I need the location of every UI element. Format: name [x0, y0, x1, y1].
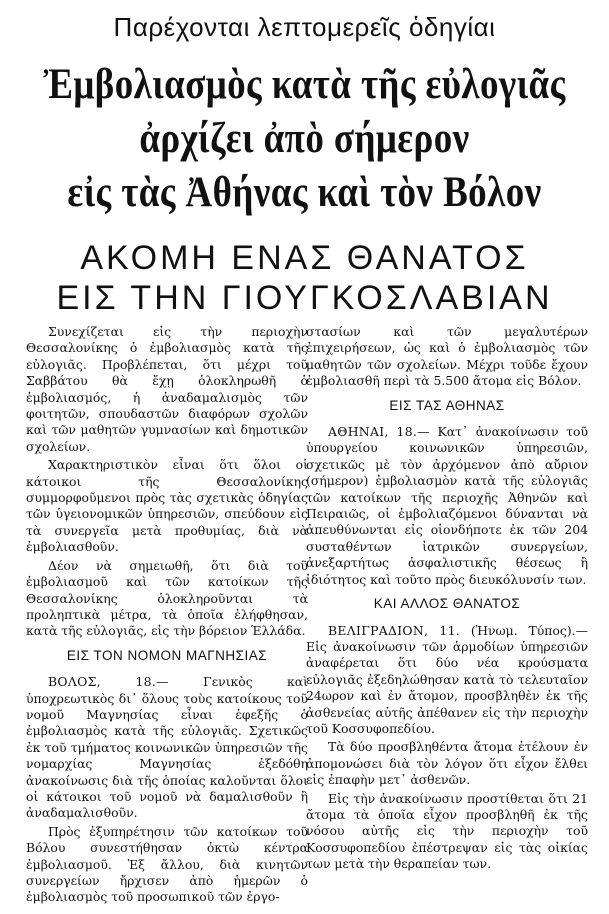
kicker: Παρέχονται λεπτομερεῖς ὁδηγίαι	[113, 12, 496, 42]
headline-line-2: ἀρχίζει ἀπὸ σήμερον	[139, 115, 470, 162]
headline-line-3: εἰς τὰς Ἀθήνας καὶ τὸν Βόλον	[67, 169, 542, 216]
left-paragraph-4-body: Γενικὸς καὶ ὑποχρεωτικὸς δι᾽ ὅλους τοὺς κατοίκους τοῦ νομοῦ Μαγνησίας εἶναι ἐφεξῆς ὁ ἐμβολιασμὸς κατὰ τῆς εὐλογιᾶς. Σχετικῶς ἐκ τοῦ τμήματος κοινωνικῶν ὑπηρεσιῶν τῆς νομαρχίας Μαγνησίας ἐξεδόθη ἀνακοίνωσις διὰ τῆς ὁποίας καλοῦνται ὅλοι οἱ κάτοικοι τοῦ νομοῦ νὰ δαμαλισθοῦν ἢ ἀναδαμαλισθοῦν.	[26, 674, 308, 821]
headline-line-1: Ἐμβολιασμὸς κατὰ τῆς εὐλογιᾶς	[43, 61, 566, 108]
right-paragraph-4: Τὰ δύο προσβληθέντα ἄτομα ἐτέλουν ἐν ἀπομονώσει διὰ τὸν λόγον ὅτι εἶχον ἔλθει εἰς ἐπαφὴν μετ᾽ ἀσθενῶν.	[306, 739, 588, 788]
left-paragraph-1: Συνεχίζεται εἰς τὴν περιοχὴν Θεσσαλονίκης ὁ ἐμβολιασμὸς κατὰ τῆς εὐλογιᾶς. Προβλέπεται, ὅτι μέχρι τοῦ Σαββάτου θὰ ἔχῃ ὁλοκληρωθῆ ὁ ἐμβολιασμός, ἡ ἀναδαμαλισμὸς τῶν φοιτητῶν, σπουδαστῶν διαφόρων σχολῶν καὶ τῶν μαθητῶν γυμνασίων καὶ δημοτικῶν σχολείων.	[26, 324, 308, 454]
right-column	[306, 324, 588, 875]
dateline-belgrade: ΒΕΛΙΓΡΑΔΙΟΝ, 11.	[328, 622, 460, 638]
left-paragraph-3: Δέον νὰ σημειωθῆ, ὅτι διὰ τοῦ ἐμβολιασμοῦ καὶ τῶν κατοίκων τῆς Θεσσαλονίκης ὁλοκληροῦνται τὰ προληπτικὰ μέτρα, τὰ ὁποῖα ἐλήφθησαν, κατὰ τῆς εὐλογιᾶς, εἰς τὴν βόρειον Ἑλλάδα.	[26, 557, 308, 639]
subhead-line-1: ΑΚΟΜΗ ΕΝΑΣ ΘΑΝΑΤΟΣ	[80, 239, 529, 277]
section-title-athens: ΕΙΣ ΤΑΣ ΑΘΗΝΑΣ	[389, 397, 505, 413]
right-paragraph-1: στασίων καὶ τῶν μεγαλυτέρων ἐπιχειρήσεων, ὡς καὶ ὁ ἐμβολιασμὸς τῶν μαθητῶν τῶν σχολείων. Μέχρι τοῦδε ἔχουν ἐμβολιασθῆ περὶ τὰ 5.500 ἄτομα εἰς Βόλον.	[306, 324, 588, 389]
right-paragraph-3-body: (Ἠνωμ. Τύπος).— Εἰς ἀνακοίνωσιν τῶν ἁρμοδίων ὑπηρεσιῶν ἀναφέρεται ὅτι δύο νέα κρούσματα εὐλογιᾶς ἐξεδηλώθησαν κατὰ τὸ τελευταῖον 24ωρον καὶ ἐν ἄτομον, προσβληθὲν ἐκ τῆς ἀσθενείας αὐτῆς ἀπέθανεν εἰς τὴν περιοχὴν τοῦ Κοσσυφοπεδίου.	[306, 622, 588, 736]
section-title-magnesia: ΕΙΣ ΤΟΝ ΝΟΜΟΝ ΜΑΓΝΗΣΙΑΣ	[66, 647, 268, 663]
left-paragraph-2: Χαρακτηριστικὸν εἶναι ὅτι ὅλοι οἱ κάτοικοι τῆς Θεσσαλονίκης συμμορφοῦμενοι πρὸς τὰς σχετικὰς ὁδηγίας τῶν ὑγειονομικῶν ὑπηρεσιῶν, σπεύδουν εἰς τὰ συνεργεῖα μετὰ προθυμίας, διὰ νὰ ἐμβολιασθοῦν.	[26, 457, 308, 555]
right-paragraph-2-body: Κατ᾽ ἀνακοίνωσιν τοῦ ὑπουργείου κοινωνικῶν ὑπηρεσιῶν, σχετικῶς μὲ τὸν ἀρχόμενον ἀπὸ αὔριον (σήμερον) ἐμβολιασμὸν κατὰ τῆς εὐλογιᾶς τῶν κατοίκων τῆς περιοχῆς Ἀθηνῶν καὶ Πειραιῶς, οἱ ἐμβολιαζόμενοι δύνανται νὰ ἀπευθύνωνται εἰς οἱονδήποτε ἐκ τῶν 204 συσταθέντων ἰατρικῶν συνεργείων, ἀνεξαρτήτως ἀσφαλιστικῆς θέσεως ἢ ἰδιότητος καὶ τοῦτο πρὸς διευκόλυνσίν των.	[306, 424, 588, 587]
right-paragraph-2	[306, 424, 588, 588]
right-paragraph-3	[306, 623, 588, 738]
dateline-volos: ΒΟΛΟΣ, 18.—	[48, 674, 169, 690]
left-paragraph-4	[26, 674, 308, 822]
dateline-athens: ΑΘΗΝΑΙ, 18.—	[328, 424, 430, 440]
left-paragraph-5: Πρὸς ἐξυπηρέτησιν τῶν κατοίκων τοῦ Βόλου συνεστήθησαν ὀκτὼ κέντρα ἐμβολιασμοῦ. Ἐξ ἄλλου, διὰ κινητῶν συνεργείων ἤρχισεν ἀπὸ ἡμερῶν ὁ ἐμβολιασμὸς τοῦ προσωπικοῦ τῶν ἐργο-	[26, 823, 308, 905]
subhead-line-2: ΕΙΣ ΤΗΝ ΓΙΟΥΓΚΟΣΛΑΒΙΑΝ	[56, 279, 553, 317]
left-column	[26, 324, 308, 908]
section-title-another-death: ΚΑΙ ΑΛΛΟΣ ΘΑΝΑΤΟΣ	[373, 596, 521, 612]
right-paragraph-5: Εἰς τὴν ἀνακοίνωσιν προστίθεται ὅτι 21 ἄτομα τὰ ὁποῖα εἶχον προσβληθῆ ἐκ τῆς νόσου αὐτῆς εἰς τὴν περιοχὴν τοῦ Κοσσυφοπεδίου ἐπέστρεψαν εἰς τὰς οἰκίας των μετὰ τὴν θεραπείαν των.	[306, 790, 588, 872]
